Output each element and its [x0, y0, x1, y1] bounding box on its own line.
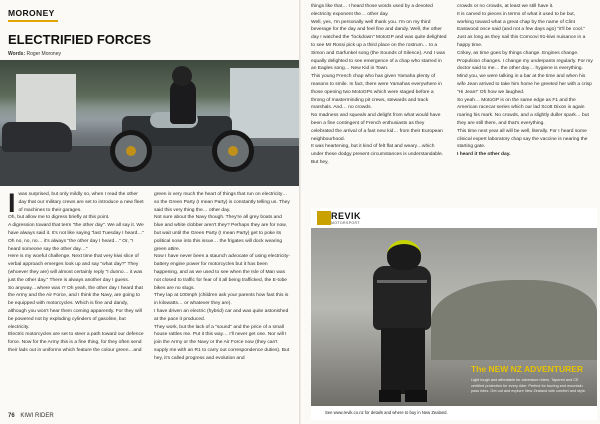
- right-page: [301, 0, 600, 424]
- ad-photo: [311, 228, 597, 406]
- drop-cap: I: [8, 188, 16, 218]
- ad-brand-sub: MOTORSPORT: [331, 221, 360, 225]
- byline-author: Roger Moroney: [26, 51, 61, 57]
- body-column-1: [8, 188, 146, 355]
- paragraph: was surprised, but only mildly so, when I read the other day that our military crews are set to introduce a new fleet of machines to their garages.: [18, 192, 144, 213]
- photo-car: [2, 122, 72, 152]
- photo-caption: If this is what the NZ Army is going to be issued… we're in: [6, 235, 139, 240]
- paragraph: green is very much the heart of things that run on electricity…so the Green Party (I mean Party) is constantly telling us. They said this very thing the… other day.: [154, 192, 290, 213]
- paragraph: It is carved to pieces in terms of what it used to be but, working toward what a great chap by the name of Clint Eastwood once said (and not a few days ago) "it'll be cool.": [457, 11, 585, 33]
- paragraph: Just as long as they nail this Comcovi 91-kiwi nuisance in a happy time.: [457, 35, 586, 48]
- paragraph: They lap at 100mph (children ask your parents how fast this is in kilowatts… or whatever they are).: [154, 293, 289, 307]
- rider-pants: [381, 328, 425, 394]
- paragraph: things like that… I heard those words used by a devoted electricity exponent the… other day.: [311, 4, 433, 17]
- paragraph: No madness and squeals and delight from what would have been a fine contingent of French enthusiasts as they celebrated the arrival of a fast new kid… from their European neighbourhood.: [311, 113, 443, 142]
- section-tag: MORONEY: [8, 8, 55, 18]
- paragraph: So yeah… MotoGP is on the same edge as F1 and the American racecar series which our lad Scott Dixon is again roaring his mark. No crowds, and a slightly duller spark… but they are still there, and that's everything.: [457, 97, 589, 126]
- paragraph: It was heartening, but it kind of felt flat and weary…which under these dodgy present circumstances is understandable. But hey,: [311, 144, 444, 165]
- paragraph: So anyway…where was I? Oh yeah, the other day I heard that the Army and the Air Force, and I think the Navy, are going to be equipped with motorcycles. Which is fine and dandy, although you won't hear them coming apparently. For they will be powered not by exploding cylinders of gasoline, but electricity.: [8, 285, 143, 330]
- signoff: I heard it the other day.: [457, 152, 511, 158]
- paragraph: This time next year all will be well, literally. For I heard some clinical expert laboratory chap say the vaccine is nearing the starting gate.: [457, 128, 588, 150]
- paragraph: Here is my woeful challenge. Next time that very kiwi slice of verbal approach emerges look up and say "what day?" They (whoever they are) will almost certainly reply "I dunno… it was just the other day." There is always another day I guess.: [8, 254, 143, 283]
- ad-header: [311, 208, 597, 228]
- byline-label: Words:: [8, 51, 26, 57]
- paragraph: Now I have never been a staunch advocate of using electricity-battery engine power for motorcycles but it has been happening, and as we used to see when the Isle of Man was not closed to traffic for fear of it all being trafficked, the E-tobe bikes are no slugs.: [154, 254, 290, 291]
- ad-footer: [311, 406, 597, 420]
- section-underline: [8, 20, 58, 22]
- body-column-3: [311, 3, 447, 167]
- magazine-title: KIWI RIDER: [20, 413, 54, 419]
- advertisement[interactable]: [311, 208, 597, 420]
- motorcycle-hub: [228, 146, 238, 156]
- page-folio: [8, 413, 54, 419]
- paragraph: crowds or no crowds, at least we still have it.: [457, 4, 554, 9]
- body-column-2: [154, 191, 292, 363]
- paragraph: Electric motorcycles are set to steer a path toward our defence force. Now for the Army this is a fine thing, for they often send their lads out in uniforms which feature the colour green…and: [8, 332, 144, 353]
- rider-boot: [379, 390, 401, 402]
- ad-footer-link[interactable]: See www.revik.co.nz for details and where to buy in New Zealand.: [325, 410, 448, 415]
- paragraph: This young French chap who has given Yamaha plenty of reasons to smile. In fact, there were Yamahas everywhere in those opening two MotoGPs which were staged before a throng of masterminding pit crews, stewards and track marshals. And… no crowds.: [311, 74, 442, 111]
- rider-helmet: [172, 66, 192, 86]
- paragraph: I have driven an electric (hybrid) car and was quite astonished at the pace it produced.: [154, 308, 289, 322]
- paragraph: Not sure about the Navy though. They're all grey boats and blue and white clobber aren't they? Perhaps they are for now, but wait until the Green Party (I mean Party) get to poke its political nose into this issue… the frigates will dock wearing green attire.: [154, 215, 287, 252]
- ad-body-text: Light tough and affordable for adventure riders. Tapered and CE certified protection for every rider. Perfect for touring and mountain pass rides. Get out and explore New Zealand with comfort and style.: [471, 378, 587, 394]
- paragraph: Oh, but allow me to digress briefly at this point.: [8, 215, 110, 221]
- rider-figure: [170, 80, 196, 124]
- ad-photo-hill: [431, 280, 597, 360]
- brand-logo-icon: [317, 211, 331, 225]
- rider-jacket: [373, 266, 431, 330]
- ad-title: The NEW NZ ADVENTURER: [471, 364, 584, 374]
- article-headline: ELECTRIFIED FORCES: [8, 32, 152, 47]
- page-number: 76: [8, 413, 15, 419]
- motorcycle-hub: [126, 146, 136, 156]
- paragraph: Crikey, as time goes by things change. Engines change. Propulsion changes. I change my underpants regularly. For my doctor said to me… the other day… hygiene is everything. Mind you, we were talking in a bar at the time and when his wife Jean arrived to take him home he greeted her with a crisp "Hi Jean!" Oh how we laughed.: [457, 50, 593, 95]
- rider-helmet: [387, 240, 421, 270]
- photo-building: [230, 68, 300, 138]
- byline: [8, 51, 61, 57]
- jacket-stripe: [377, 280, 427, 283]
- body-column-4: [457, 3, 593, 159]
- paragraph: Well, yes, I'm personally well thank you. I'm on my third beverage for the day and feel fine and dandy. Well, the other day I watched the "lockdown" MotoGP and was quite delighted to see Mr Rossi pick up a third place on the rostrum… to a Simon and Garfunkel song (the Sounds of Silence). And I was equally delighted to see emergence of a chap who starred in an Eagles song… New Kid in Town.: [311, 19, 447, 72]
- paragraph: A digression toward that term "the other day". We all say it. We have always said it. It's not like saying "last Tuesday I heard…" Oh no, no, no… it's always "the other day I heard…" Or, "I heard someone say the other day…": [8, 223, 144, 252]
- ad-brand: REVIK: [331, 211, 362, 221]
- rider-boot: [405, 390, 427, 402]
- paragraph: They work, but the lack of a "sound" and the price of a small house rattles me. Put it this way… I'll never get one. Nor will I join the Army or the Navy or the Air Force now (they can't supply me with an R1 to carry out correspondence duties). But hey, it's called progress and evolution and: [154, 324, 290, 361]
